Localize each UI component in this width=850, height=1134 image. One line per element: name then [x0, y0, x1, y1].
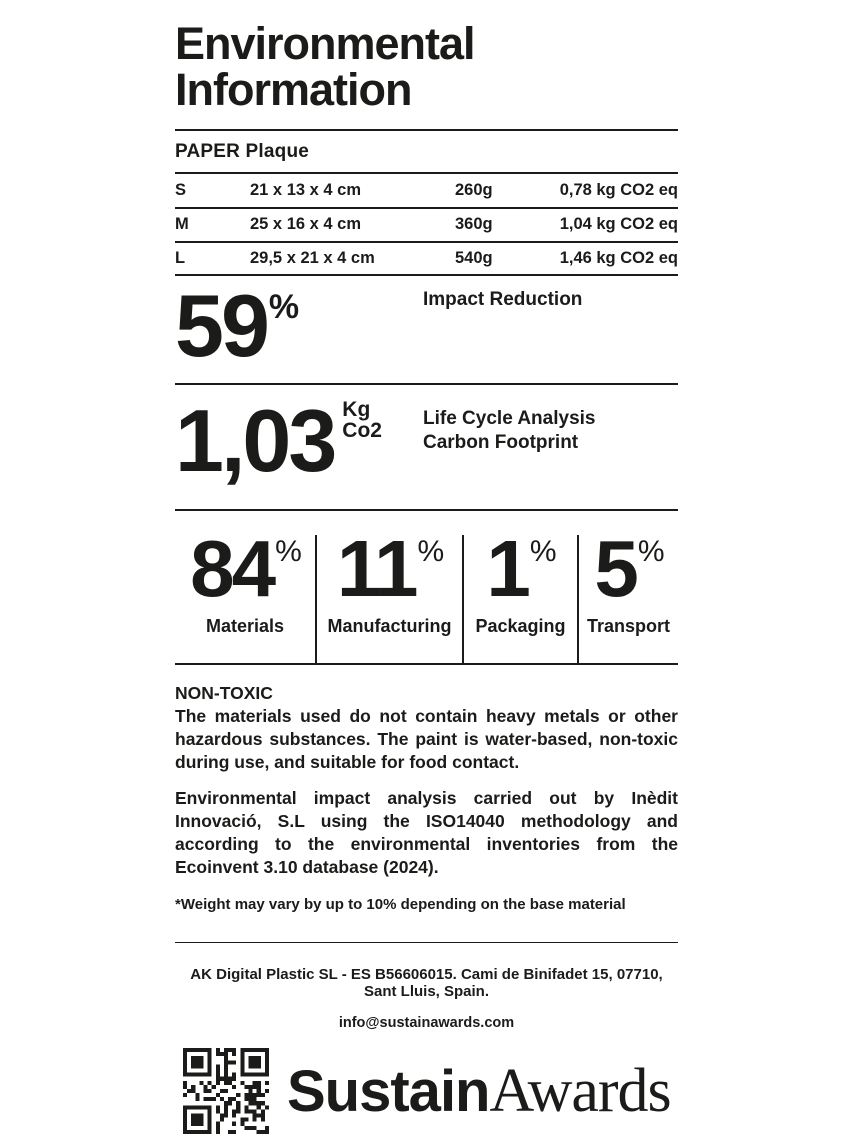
unit-kg: Kg [342, 397, 371, 421]
footer-divider [175, 942, 678, 943]
analysis-paragraph: Environmental impact analysis carried out by Inèdit Innovació, S.L using the ISO14040 methodology and according to the environmental inventories from the Ecoinvent 3.10 database (2024). [175, 788, 678, 877]
breakdown-number [594, 524, 665, 613]
environmental-info-sheet [0, 18, 850, 1125]
breakdown-number [486, 524, 557, 613]
page-title-line1: Environmental [175, 18, 475, 69]
contact-email: info@sustainawards.com [338, 1015, 515, 1031]
carbon-footprint-label [423, 407, 595, 455]
carbon-footprint-unit [342, 399, 382, 441]
breakdown-transport [577, 524, 678, 663]
percent-sign: % [275, 535, 302, 568]
breakdown-number [190, 524, 302, 613]
table-row [175, 207, 678, 242]
weight-disclaimer: *Weight may vary by up to 10% depending on the base material [175, 896, 626, 913]
logo-sustain: Sustain [287, 1058, 490, 1124]
dimensions-cell: 29,5 x 21 x 4 cm [250, 248, 375, 267]
weight-cell: 260g [455, 180, 493, 199]
breakdown-materials [175, 524, 315, 663]
page-title-line2: Information [175, 64, 412, 115]
breakdown-value: 84 [190, 524, 274, 613]
size-cell: M [175, 215, 189, 234]
footer-logo-row [175, 1048, 678, 1134]
company-address: AK Digital Plastic SL - ES B56606015. Cami de Binifadet 15, 07710, Sant Lluis, Spain. [190, 966, 663, 1000]
table-row [175, 172, 678, 207]
impact-reduction-label: Impact Reduction [423, 288, 583, 310]
page-title [175, 18, 678, 115]
dimensions-cell: 21 x 13 x 4 cm [250, 180, 362, 199]
sustainawards-logo [287, 1056, 671, 1127]
dimensions-cell: 25 x 16 x 4 cm [250, 215, 362, 234]
breakdown-label: Manufacturing [327, 615, 452, 636]
percent-sign: % [637, 535, 665, 568]
co2-cell: 1,46 kg CO2 eq [559, 248, 678, 267]
label-line2: Carbon Footprint [423, 431, 579, 453]
carbon-footprint-value: 1,03 [175, 390, 335, 490]
qr-code-icon [183, 1048, 269, 1134]
product-spec-table [175, 172, 678, 276]
weight-cell: 360g [455, 215, 493, 234]
impact-breakdown-section [175, 511, 678, 665]
breakdown-value: 11 [336, 524, 416, 613]
table-row [175, 241, 678, 276]
co2-cell: 0,78 kg CO2 eq [559, 180, 678, 199]
percent-sign: % [529, 535, 557, 568]
nontoxic-heading: NON-TOXIC [175, 683, 273, 703]
breakdown-number [336, 524, 445, 613]
weight-cell: 540g [455, 248, 493, 267]
carbon-footprint-section [175, 385, 678, 512]
breakdown-value: 1 [486, 524, 528, 613]
breakdown-manufacturing [315, 524, 462, 663]
impact-reduction-section [175, 276, 678, 385]
size-cell: L [175, 248, 186, 267]
label-line1: Life Cycle Analysis [423, 407, 596, 429]
product-section-title: PAPER Plaque [175, 140, 310, 162]
breakdown-label: Packaging [475, 615, 566, 636]
notes-section [175, 682, 678, 916]
breakdown-label: Materials [205, 615, 285, 636]
unit-co2: Co2 [342, 418, 382, 442]
percent-sign: % [417, 535, 445, 568]
co2-cell: 1,04 kg CO2 eq [559, 215, 678, 234]
breakdown-value: 5 [594, 524, 636, 613]
percent-sign: % [268, 287, 300, 326]
impact-reduction-value: 59 [175, 275, 267, 375]
size-cell: S [175, 180, 187, 199]
breakdown-label: Transport [586, 615, 670, 636]
logo-awards: Awards [489, 1056, 671, 1125]
nontoxic-paragraph: The materials used do not contain heavy metals or other hazardous substances. The paint is water-based, non-toxic during use, and suitable for food contact. [175, 706, 678, 772]
breakdown-packaging [462, 524, 577, 663]
